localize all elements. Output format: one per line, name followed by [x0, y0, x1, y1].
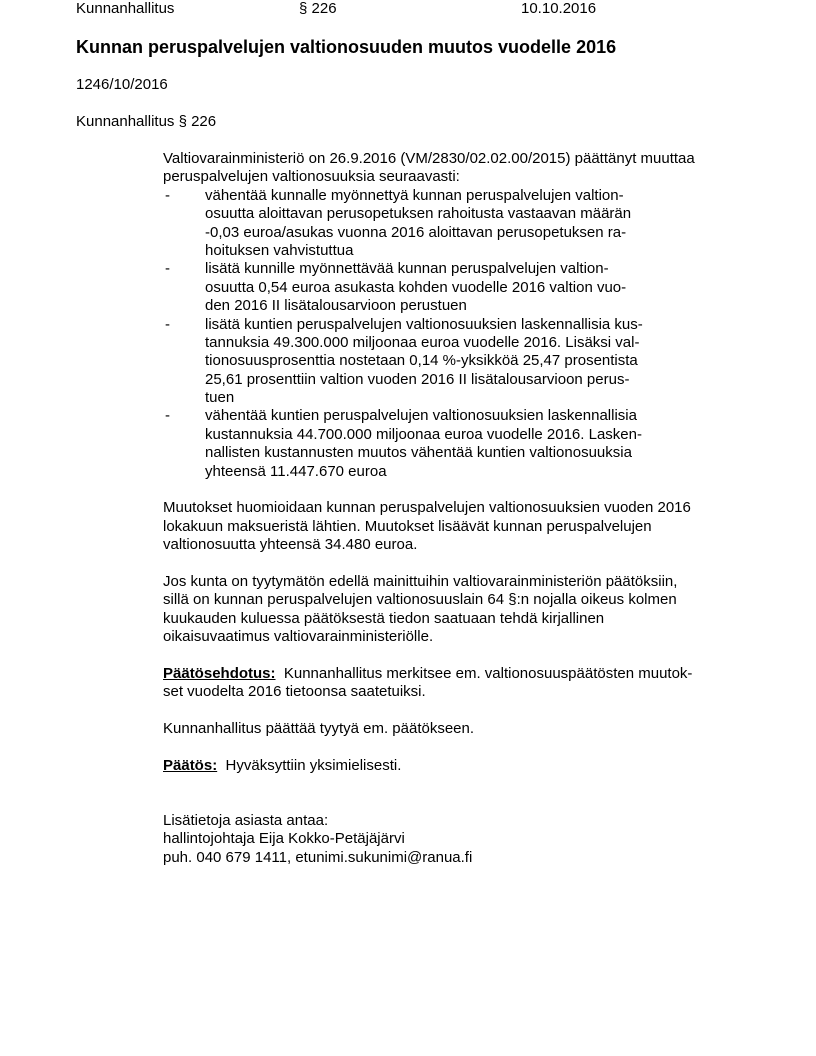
text-line: kuukauden kuluessa päätöksestä tiedon saatuaan tehdä kirjallinen: [163, 609, 605, 627]
text-line: nallisten kustannusten muutos vähentää kuntien valtionosuuksia: [205, 444, 632, 462]
text-line: Lisätietoja asiasta antaa:: [163, 812, 329, 830]
text-line: den 2016 II lisätalousarvioon perustuen: [205, 297, 467, 315]
text-line: tuen: [205, 389, 235, 407]
text-line: -0,03 euroa/asukas vuonna 2016 aloittavan perusopetuksen ra-: [205, 223, 627, 241]
spacer: [163, 647, 695, 665]
text-line: peruspalvelujen valtionosuuksia seuraavasti:: [163, 168, 460, 186]
spacer: [163, 739, 695, 757]
proposal-continuation: Kunnanhallitus päättää tyytyä em. päätökseen.: [163, 720, 475, 738]
intro: [163, 150, 695, 187]
bullet-item: [163, 260, 695, 315]
text-line: puh. 040 679 1411, etunimi.sukunimi@ranua.fi: [163, 848, 473, 866]
text-line: hallintojohtaja Eija Kokko-Petäjäjärvi: [163, 830, 405, 848]
body-text: [163, 150, 695, 867]
header-date: 10.10.2016: [521, 0, 597, 17]
document-title: Kunnan peruspalvelujen valtionosuuden muutos vuodelle 2016: [76, 37, 617, 57]
bullet-dash: -: [165, 186, 170, 204]
text-line: Muutokset huomioidaan kunnan peruspalvelujen valtionosuuksien vuoden 2016: [163, 499, 691, 517]
meeting-reference: Kunnanhallitus § 226: [76, 113, 217, 130]
contact-info: [163, 812, 695, 867]
paragraph-appeal: [163, 573, 695, 647]
text-line: kustannuksia 44.700.000 miljoonaa euroa vuodelle 2016. Lasken-: [205, 425, 642, 443]
text-line: yhteensä 11.447.670 euroa: [205, 462, 387, 480]
text-line: Jos kunta on tyytymätön edellä mainittuihin valtiovarainministeriön päätöksiin,: [163, 572, 678, 590]
header-section: § 226: [299, 0, 337, 17]
proposal: [163, 665, 695, 702]
text-line: sillä on kunnan peruspalvelujen valtionosuuslain 64 §:n nojalla oikeus kolmen: [163, 591, 677, 609]
spacer: [163, 702, 695, 720]
text-line: hoituksen vahvistuttua: [205, 241, 354, 259]
decision-label: Päätös:: [163, 756, 218, 774]
text-line: tannuksia 49.300.000 miljoonaa euroa vuodelle 2016. Lisäksi val-: [205, 333, 640, 351]
proposal-label: Päätösehdotus:: [163, 664, 276, 682]
spacer: [163, 775, 695, 793]
text-line: Valtiovarainministeriö on 26.9.2016 (VM/2830/02.02.00/2015) päättänyt muuttaa: [163, 150, 695, 167]
case-number: 1246/10/2016: [76, 76, 168, 93]
text-line: oikaisuvaatimus valtiovarainministeriölle.: [163, 628, 434, 646]
bullet-item: [163, 316, 695, 408]
spacer: [163, 794, 695, 812]
text-line: Kunnanhallitus merkitsee em. valtionosuuspäätösten muutok-: [283, 664, 693, 682]
bullet-item: [163, 187, 695, 261]
decision-text: Hyväksyttiin yksimielisesti.: [225, 756, 402, 774]
bullet-dash: -: [165, 407, 170, 425]
text-line: lisätä kuntien peruspalvelujen valtionosuuksien laskennallisia kus-: [205, 315, 643, 333]
text-line: lisätä kunnille myönnettävää kunnan peruspalvelujen valtion-: [205, 260, 609, 278]
text-line: valtionosuutta yhteensä 34.480 euroa.: [163, 536, 418, 554]
text-line: lokakuun maksueristä lähtien. Muutokset lisäävät kunnan peruspalvelujen: [163, 517, 652, 535]
bullet-dash: -: [165, 260, 170, 278]
text-line: vähentää kunnalle myönnettyä kunnan peruspalvelujen valtion-: [205, 186, 624, 204]
spacer: [163, 555, 695, 573]
bullet-dash: -: [165, 315, 170, 333]
text-line: vähentää kuntien peruspalvelujen valtionosuuksien laskennallisia: [205, 407, 637, 425]
text-line: osuutta aloittavan perusopetuksen rahoitusta vastaavan määrän: [205, 205, 632, 223]
bullet-item: [163, 407, 695, 481]
text-line: osuutta 0,54 euroa asukasta kohden vuodelle 2016 valtion vuo-: [205, 278, 627, 296]
text-line: set vuodelta 2016 tietoonsa saatetuiksi.: [163, 683, 426, 701]
text-line: tionosuusprosenttia nostetaan 0,14 %-yksikköä 25,47 prosentista: [205, 352, 638, 370]
header-body: Kunnanhallitus: [76, 0, 175, 17]
decision: [163, 757, 695, 775]
spacer: [163, 481, 695, 499]
paragraph-changes: [163, 499, 695, 554]
text-line: 25,61 prosenttiin valtion vuoden 2016 II lisätalousarvioon perus-: [205, 370, 630, 388]
